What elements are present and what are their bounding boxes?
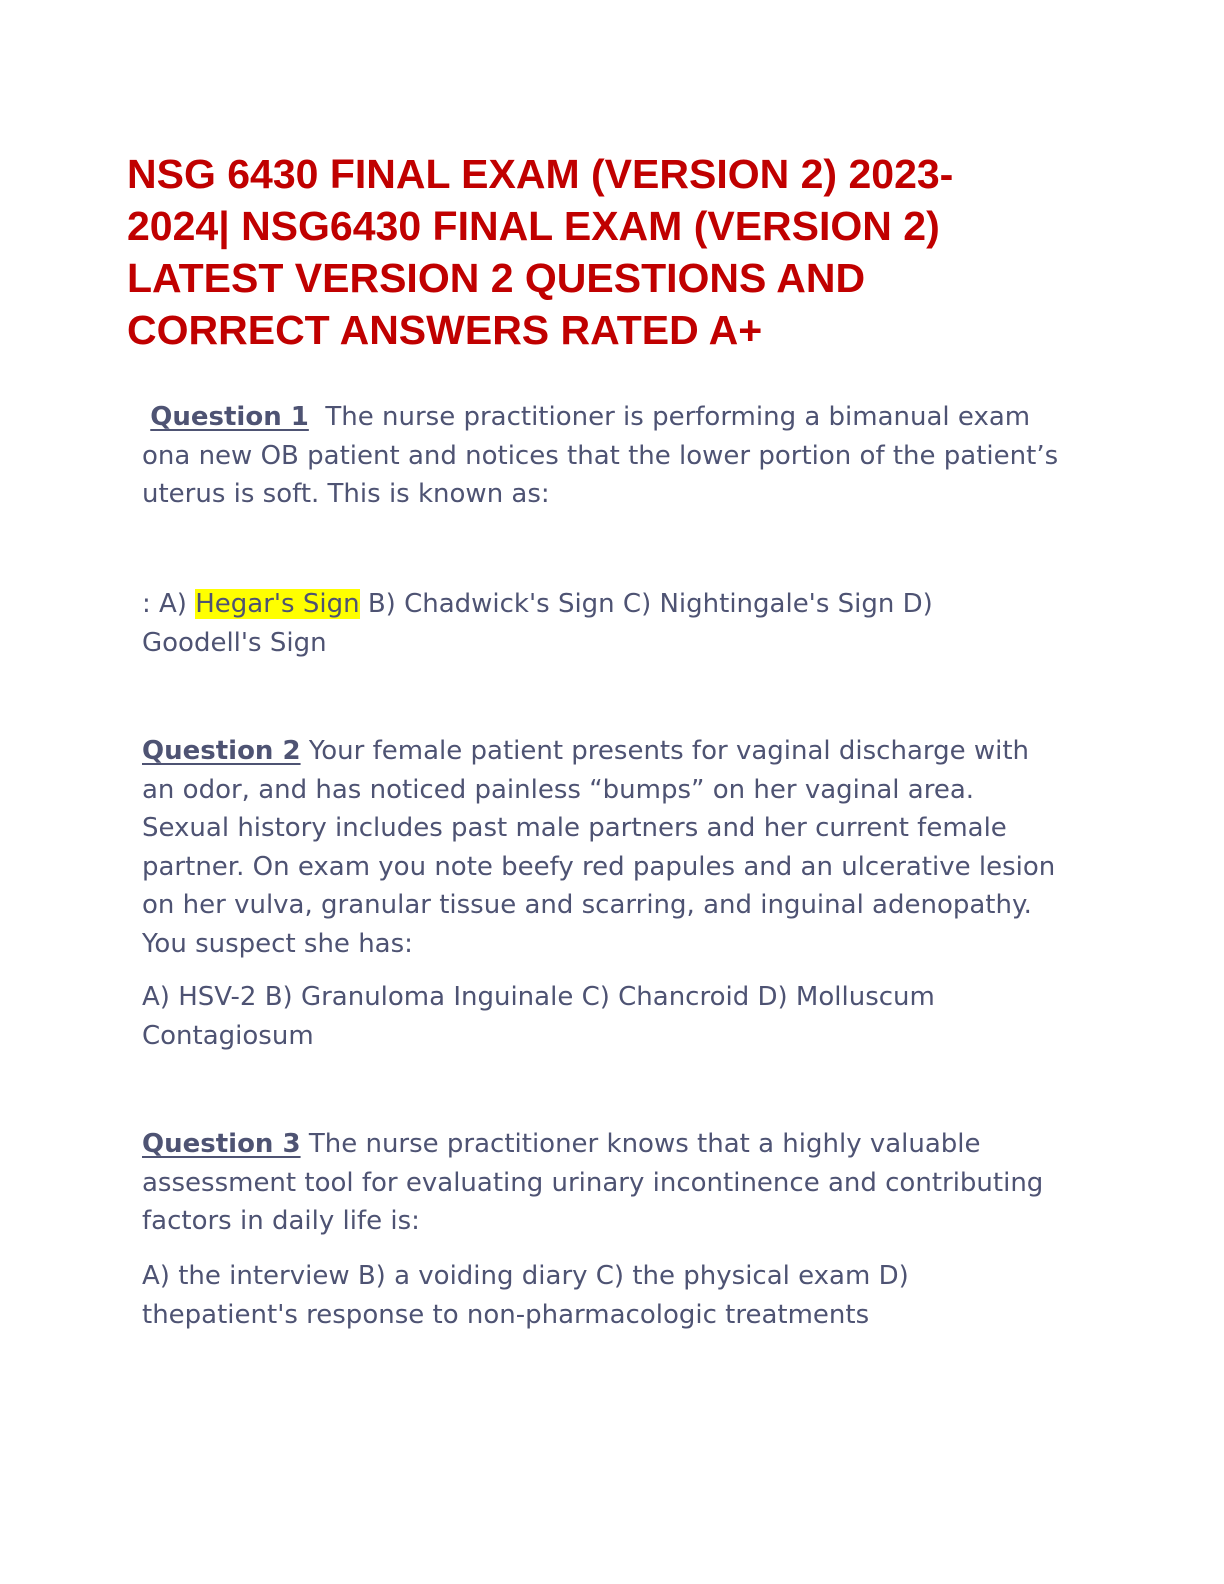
question-2-line: Your female patient presents for vaginal discharge with <box>300 736 1030 766</box>
question-2-text <box>142 732 1082 963</box>
question-3-options <box>142 1257 1082 1334</box>
question-3-label: Question 3 <box>142 1129 301 1159</box>
title-line: NSG 6430 FINAL EXAM (VERSION 2) 2023- <box>127 151 954 197</box>
question-2-line: partner. On exam you note beefy red papules and an ulcerative lesion <box>142 851 1056 882</box>
question-2-line: on her vulva, granular tissue and scarring, and inguinal adenopathy. <box>142 890 1032 920</box>
options-line: A) HSV-2 B) Granuloma Inguinale C) Chancroid D) Molluscum <box>142 982 935 1012</box>
question-1-options <box>142 585 1082 662</box>
question-2-line: an odor, and has noticed painless “bumps” on her vaginal area. <box>142 774 975 805</box>
question-2-options <box>142 978 1082 1055</box>
question-1-line: ona new OB patient and notices that the lower portion of the patient’s <box>142 440 1059 471</box>
question-3-line: factors in daily life is: <box>142 1206 420 1236</box>
options-line: A) the interview B) a voiding diary C) the physical exam D) <box>142 1261 909 1291</box>
title-line: CORRECT ANSWERS RATED A+ <box>127 307 763 353</box>
highlighted-answer: Hegar's Sign <box>195 589 360 619</box>
options-rest: B) Chadwick's Sign C) Nightingale's Sign D) <box>359 589 933 619</box>
options-line: Goodell's Sign <box>142 627 327 658</box>
question-3-text <box>142 1125 1082 1241</box>
option-prefix: : A) <box>142 589 196 619</box>
options-line: Contagiosum <box>142 1020 314 1051</box>
question-2-line: You suspect she has: <box>142 928 413 959</box>
title-line: LATEST VERSION 2 QUESTIONS AND <box>127 255 866 301</box>
document-title <box>127 148 1087 356</box>
question-1-line: uterus is soft. This is known as: <box>142 479 550 509</box>
question-1-text <box>142 398 1082 514</box>
question-1-line: The nurse practitioner is performing a bimanual exam <box>325 402 1031 432</box>
question-2-label: Question 2 <box>142 736 301 766</box>
options-line: thepatient's response to non-pharmacologic treatments <box>142 1299 870 1330</box>
question-1-label: Question 1 <box>150 402 309 432</box>
question-3-line: assessment tool for evaluating urinary incontinence and contributing <box>142 1167 1044 1198</box>
question-3-line: The nurse practitioner knows that a highly valuable <box>300 1129 981 1159</box>
title-line: 2024| NSG6430 FINAL EXAM (VERSION 2) <box>127 203 940 249</box>
question-2-line: Sexual history includes past male partners and her current female <box>142 813 1007 843</box>
